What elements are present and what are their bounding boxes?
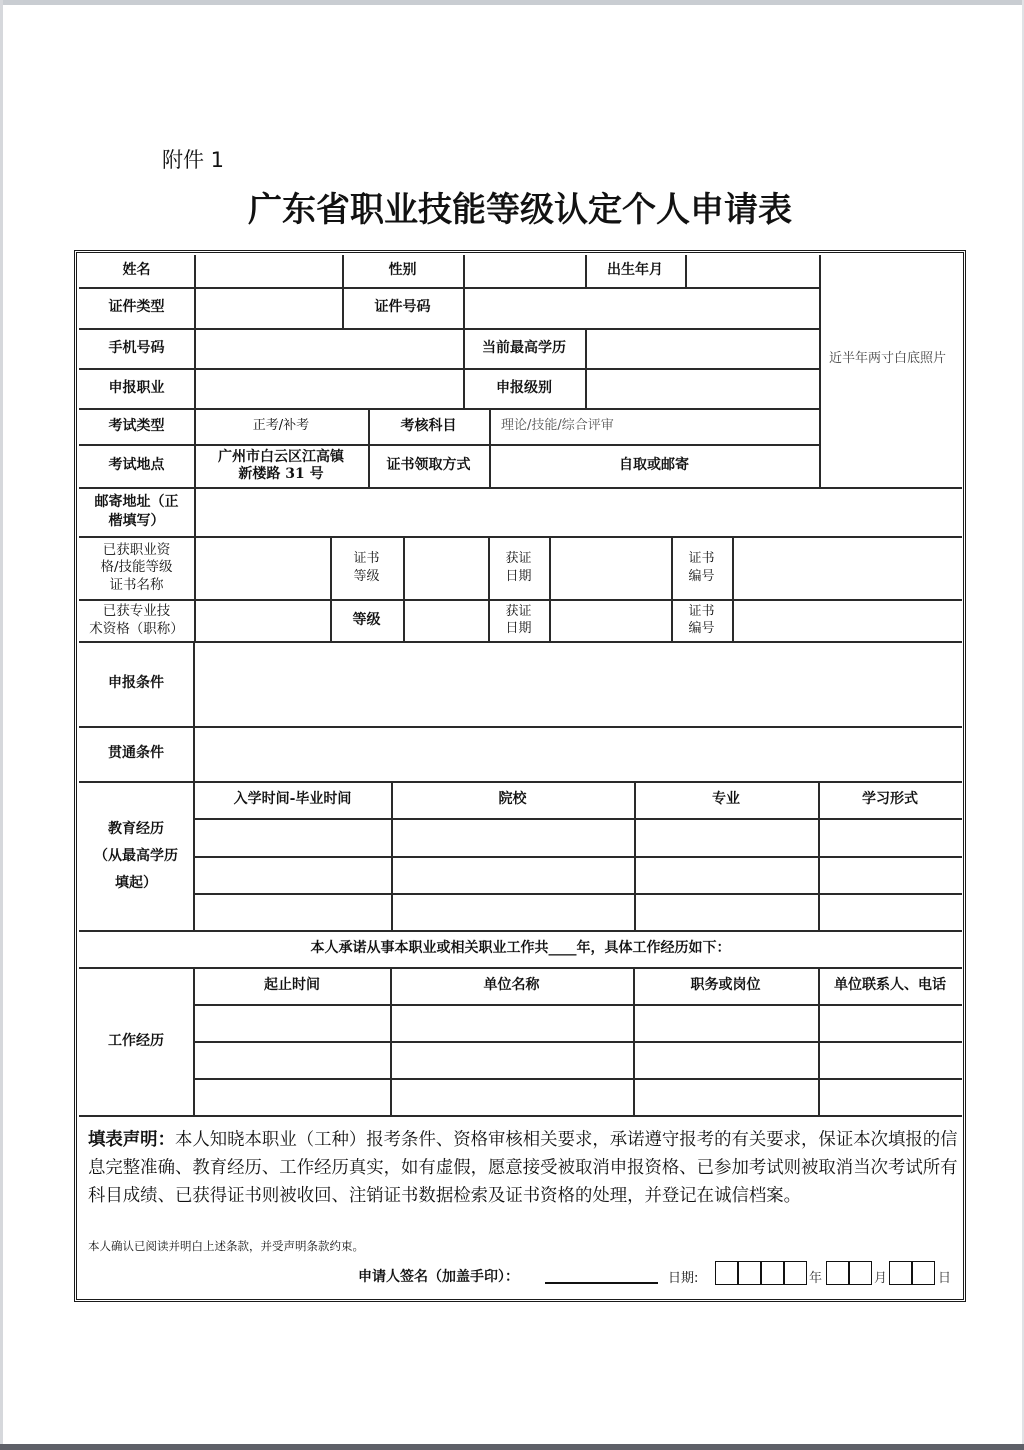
edu-col-study-mode: 学习形式 xyxy=(862,791,918,808)
year-unit: 年 xyxy=(809,1271,823,1286)
cert-level-label xyxy=(330,537,403,599)
exam-type-value[interactable]: 正考/补考 xyxy=(252,418,310,434)
cert-level-field[interactable] xyxy=(405,538,487,598)
vocational-cert-label-line: 格/技能等级 xyxy=(100,559,173,576)
work-col-employer: 单位名称 xyxy=(483,977,540,994)
scan-edge-top xyxy=(0,0,1024,5)
name-label: 姓名 xyxy=(122,262,151,279)
cert-method-label: 证书领取方式 xyxy=(386,457,471,474)
through-conditions-label: 贯通条件 xyxy=(108,745,164,762)
month-digit-box[interactable] xyxy=(826,1261,849,1285)
professional-number-label-line: 证书 xyxy=(688,603,715,619)
edu-row-3-school[interactable] xyxy=(393,895,633,929)
year-digit-box[interactable] xyxy=(738,1261,761,1285)
education-level-label: 当前最高学历 xyxy=(482,339,566,356)
month-digit-box[interactable] xyxy=(849,1261,872,1285)
professional-level-label: 等级 xyxy=(352,611,381,628)
education-history-label-line: 填起） xyxy=(115,874,157,891)
professional-title-label-line: 已获专业技 xyxy=(102,602,171,619)
work-history-label: 工作经历 xyxy=(108,1032,164,1049)
apply-conditions-label: 申报条件 xyxy=(108,675,164,692)
work-row-3-period[interactable] xyxy=(196,1080,389,1114)
birth-date-label: 出生年月 xyxy=(607,262,663,279)
exam-place-line-2: 新楼路 31 号 xyxy=(238,466,324,482)
cert-date-label xyxy=(488,537,549,599)
attachment-label: 附件 1 xyxy=(162,148,225,172)
education-history-label-line: 教育经历 xyxy=(108,820,164,837)
id-number-label: 证件号码 xyxy=(374,299,431,316)
declaration-heading: 填表声明： xyxy=(88,1130,175,1150)
professional-date-label-line: 日期 xyxy=(505,620,532,636)
occupation-label: 申报职业 xyxy=(108,379,165,396)
name-field[interactable] xyxy=(196,256,341,286)
day-digit-box[interactable] xyxy=(889,1261,912,1285)
signature-label: 申请人签名（加盖手印）： xyxy=(358,1269,519,1285)
phone-field[interactable] xyxy=(196,330,462,367)
subject-label: 考核科目 xyxy=(400,417,457,434)
id-type-label: 证件类型 xyxy=(108,299,165,316)
cert-number-field[interactable] xyxy=(734,538,962,598)
photo-hint: 近半年两寸白底照片 xyxy=(829,351,947,366)
cert-level-label-line: 等级 xyxy=(353,569,380,584)
work-years-promise[interactable]: 本人承诺从事本职业或相关职业工作共____年，具体工作经历如下： xyxy=(310,940,731,957)
id-number-field[interactable] xyxy=(465,289,818,327)
edu-row-3-major[interactable] xyxy=(636,895,817,929)
cert-number-label xyxy=(671,537,732,599)
education-level-field[interactable] xyxy=(587,330,818,367)
month-unit: 月 xyxy=(874,1271,888,1286)
edu-row-2-school[interactable] xyxy=(393,858,633,892)
date-label: 日期: xyxy=(668,1271,699,1286)
work-row-1-employer[interactable] xyxy=(392,1006,632,1040)
edu-col-school: 院校 xyxy=(498,791,527,808)
mail-address-field[interactable] xyxy=(196,489,962,535)
declaration-text xyxy=(88,1126,958,1210)
vocational-cert-label xyxy=(79,537,194,599)
edu-col-period: 入学时间-毕业时间 xyxy=(233,791,352,808)
exam-place-value xyxy=(194,445,368,487)
exam-place-label: 考试地点 xyxy=(108,457,165,474)
day-digit-box[interactable] xyxy=(912,1261,935,1285)
row-divider xyxy=(79,1115,962,1117)
vocational-cert-label-line: 已获职业资 xyxy=(102,541,171,558)
cert-level-label-line: 证书 xyxy=(353,550,380,566)
education-history-label xyxy=(79,782,193,930)
gender-field[interactable] xyxy=(465,256,584,286)
year-digit-box[interactable] xyxy=(784,1261,807,1285)
vocational-cert-label-line: 证书名称 xyxy=(109,576,164,593)
through-conditions-field[interactable] xyxy=(195,728,962,780)
professional-date-label xyxy=(488,600,549,641)
cert-date-label-line: 日期 xyxy=(505,569,532,584)
confirmation-text: 本人确认已阅读并明白上述条款，并受声明条款约束。 xyxy=(88,1239,364,1253)
professional-title-field[interactable] xyxy=(196,601,329,640)
work-col-period: 起止时间 xyxy=(264,977,320,994)
professional-number-field[interactable] xyxy=(734,601,962,640)
vocational-cert-name-field[interactable] xyxy=(196,538,329,598)
cert-date-field[interactable] xyxy=(551,538,670,598)
edu-row-1-school[interactable] xyxy=(393,820,633,855)
edu-col-major: 专业 xyxy=(712,791,740,808)
edu-row-3-period[interactable] xyxy=(196,895,390,929)
edu-row-2-period[interactable] xyxy=(196,858,390,892)
mail-address-label-line-2: 楷填写） xyxy=(108,513,165,529)
work-col-contact: 单位联系人、电话 xyxy=(834,977,946,994)
work-col-position: 职务或岗位 xyxy=(690,977,761,994)
scan-edge-bottom xyxy=(0,1444,1024,1450)
occupation-field[interactable] xyxy=(196,370,462,407)
gender-label: 性别 xyxy=(388,262,417,279)
year-digit-box[interactable] xyxy=(761,1261,784,1285)
professional-date-field[interactable] xyxy=(551,601,670,640)
work-row-3-position[interactable] xyxy=(635,1080,817,1114)
edu-row-2-mode[interactable] xyxy=(820,858,961,892)
cert-number-label-line: 编号 xyxy=(688,569,715,584)
work-row-2-contact[interactable] xyxy=(820,1043,961,1077)
professional-number-label-line: 编号 xyxy=(688,620,715,636)
work-row-2-position[interactable] xyxy=(635,1043,817,1077)
professional-title-label xyxy=(79,600,194,641)
level-label: 申报级别 xyxy=(496,379,552,396)
work-row-1-position[interactable] xyxy=(635,1006,817,1040)
form-title: 广东省职业技能等级认定个人申请表 xyxy=(248,190,792,230)
level-field[interactable] xyxy=(587,370,818,407)
professional-number-label xyxy=(671,600,732,641)
professional-title-label-line: 术资格（职称） xyxy=(89,620,184,637)
work-row-1-period[interactable] xyxy=(196,1006,389,1040)
mail-address-label-line-1: 邮寄地址（正 xyxy=(94,494,179,511)
cert-number-label-line: 证书 xyxy=(688,550,715,566)
day-unit: 日 xyxy=(938,1271,952,1286)
cert-method-value[interactable]: 自取或邮寄 xyxy=(619,457,689,474)
mail-address-label xyxy=(79,488,194,536)
phone-label: 手机号码 xyxy=(108,339,165,356)
edu-row-1-mode[interactable] xyxy=(820,820,961,855)
work-row-1-contact[interactable] xyxy=(820,1006,961,1040)
id-type-field[interactable] xyxy=(196,289,341,327)
birth-date-field[interactable] xyxy=(687,256,818,286)
subject-value[interactable]: 理论/技能/综合评审 xyxy=(501,418,614,434)
year-digit-box[interactable] xyxy=(715,1261,738,1285)
cert-date-label-line: 获证 xyxy=(505,550,532,566)
photo-placeholder[interactable] xyxy=(821,256,962,487)
edu-row-1-major[interactable] xyxy=(636,820,817,855)
professional-date-label-line: 获证 xyxy=(505,603,532,619)
edu-row-3-mode[interactable] xyxy=(820,895,961,929)
professional-level-field[interactable] xyxy=(405,601,487,640)
education-history-label-line: （从最高学历 xyxy=(94,847,178,864)
work-row-2-employer[interactable] xyxy=(392,1043,632,1077)
exam-type-label: 考试类型 xyxy=(108,417,165,434)
exam-place-line-1: 广州市白云区江高镇 xyxy=(218,448,344,465)
signature-field[interactable] xyxy=(545,1282,658,1284)
apply-conditions-field[interactable] xyxy=(195,643,962,725)
declaration-body: 本人知晓本职业（工种）报考条件、资格审核相关要求，承诺遵守报考的有关要求，保证本次填报的信息完整准确、教育经历、工作经历真实，如有虚假，愿意接受被取消申报资格、已参加考试则被取消当次考试所有科目成绩、已获得证书则被收回、注销证书数据检索及证书资格的处理，并登记在诚信档案。 xyxy=(88,1130,958,1206)
work-row-3-contact[interactable] xyxy=(820,1080,961,1114)
work-row-2-period[interactable] xyxy=(196,1043,389,1077)
edu-row-1-period[interactable] xyxy=(196,820,390,855)
work-row-3-employer[interactable] xyxy=(392,1080,632,1114)
edu-row-2-major[interactable] xyxy=(636,858,817,892)
